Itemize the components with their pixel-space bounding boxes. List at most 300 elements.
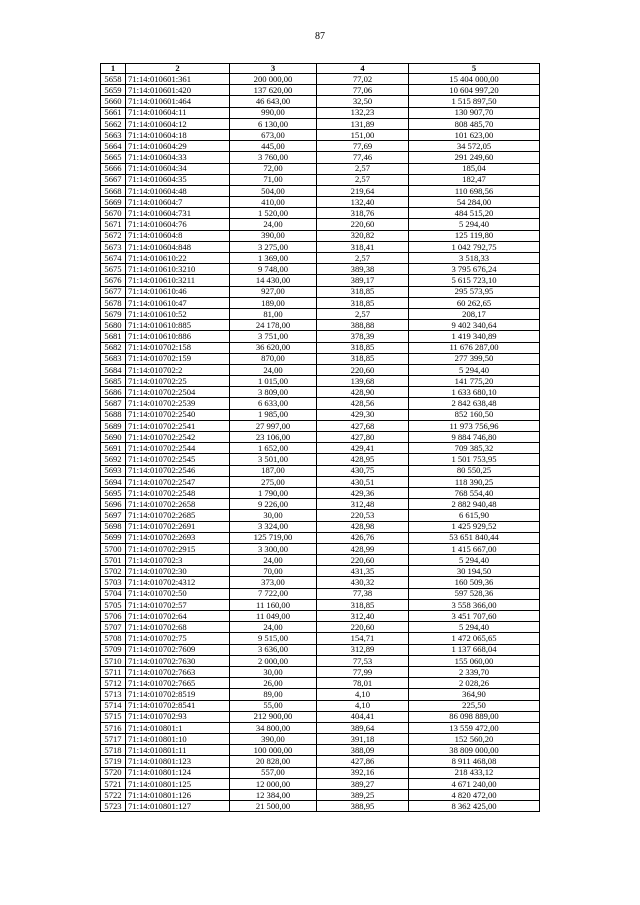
- cadastral-number: 71:14:010702:3: [126, 555, 230, 566]
- cadastral-number: 71:14:010702:159: [126, 353, 230, 364]
- rate-value: 430,51: [317, 476, 409, 487]
- area-value: 89,00: [230, 689, 317, 700]
- rate-value: 320,82: [317, 230, 409, 241]
- table-row: [101, 443, 540, 454]
- area-value: 20 828,00: [230, 756, 317, 767]
- total-value: 1 515 897,50: [409, 96, 540, 107]
- area-value: 24,00: [230, 364, 317, 375]
- rate-value: 431,35: [317, 566, 409, 577]
- area-value: 1 520,00: [230, 208, 317, 219]
- rate-value: 4,10: [317, 700, 409, 711]
- cadastral-number: 71:14:010601:420: [126, 85, 230, 96]
- table-body: [101, 74, 540, 812]
- rate-value: 389,64: [317, 722, 409, 733]
- row-number: 5723: [101, 801, 126, 812]
- row-number: 5707: [101, 622, 126, 633]
- total-value: 852 160,50: [409, 409, 540, 420]
- table-row: [101, 275, 540, 286]
- row-number: 5678: [101, 297, 126, 308]
- table-row: [101, 297, 540, 308]
- row-number: 5681: [101, 331, 126, 342]
- cadastral-number: 71:14:010702:2544: [126, 443, 230, 454]
- row-number: 5676: [101, 275, 126, 286]
- cadastral-number: 71:14:010702:75: [126, 633, 230, 644]
- row-number: 5719: [101, 756, 126, 767]
- table-row: [101, 364, 540, 375]
- cadastral-number: 71:14:010702:2504: [126, 387, 230, 398]
- column-header: 4: [317, 64, 409, 74]
- cadastral-number: 71:14:010610:22: [126, 253, 230, 264]
- area-value: 6 130,00: [230, 118, 317, 129]
- rate-value: 4,10: [317, 689, 409, 700]
- cadastral-number: 71:14:010604:48: [126, 185, 230, 196]
- row-number: 5700: [101, 543, 126, 554]
- area-value: 200 000,00: [230, 74, 317, 85]
- total-value: 6 615,90: [409, 510, 540, 521]
- area-value: 70,00: [230, 566, 317, 577]
- table-row: [101, 420, 540, 431]
- rate-value: 427,68: [317, 420, 409, 431]
- row-number: 5691: [101, 443, 126, 454]
- row-number: 5688: [101, 409, 126, 420]
- total-value: 1 415 667,00: [409, 543, 540, 554]
- total-value: 185,04: [409, 163, 540, 174]
- total-value: 182,47: [409, 174, 540, 185]
- column-header: 3: [230, 64, 317, 74]
- area-value: 72,00: [230, 163, 317, 174]
- cadastral-number: 71:14:010801:123: [126, 756, 230, 767]
- table-row: [101, 398, 540, 409]
- row-number: 5695: [101, 487, 126, 498]
- cadastral-number: 71:14:010610:52: [126, 308, 230, 319]
- rate-value: 312,48: [317, 499, 409, 510]
- table-row: [101, 622, 540, 633]
- cadastral-number: 71:14:010610:46: [126, 286, 230, 297]
- table-row: [101, 454, 540, 465]
- area-value: 6 633,00: [230, 398, 317, 409]
- rate-value: 430,32: [317, 577, 409, 588]
- area-value: 24,00: [230, 622, 317, 633]
- row-number: 5659: [101, 85, 126, 96]
- total-value: 768 554,40: [409, 487, 540, 498]
- row-number: 5682: [101, 342, 126, 353]
- cadastral-number: 71:14:010601:464: [126, 96, 230, 107]
- total-value: 130 907,70: [409, 107, 540, 118]
- total-value: 101 623,00: [409, 129, 540, 140]
- row-number: 5696: [101, 499, 126, 510]
- data-table: [100, 63, 540, 812]
- area-value: 189,00: [230, 297, 317, 308]
- area-value: 30,00: [230, 666, 317, 677]
- cadastral-number: 71:14:010702:8519: [126, 689, 230, 700]
- area-value: 46 643,00: [230, 96, 317, 107]
- rate-value: 220,60: [317, 622, 409, 633]
- total-value: 155 060,00: [409, 655, 540, 666]
- row-number: 5671: [101, 219, 126, 230]
- cadastral-number: 71:14:010702:7630: [126, 655, 230, 666]
- area-value: 55,00: [230, 700, 317, 711]
- rate-value: 2,57: [317, 253, 409, 264]
- total-value: 3 558 366,00: [409, 599, 540, 610]
- cadastral-number: 71:14:010604:35: [126, 174, 230, 185]
- row-number: 5690: [101, 432, 126, 443]
- table-row: [101, 611, 540, 622]
- cadastral-number: 71:14:010702:2546: [126, 465, 230, 476]
- row-number: 5706: [101, 611, 126, 622]
- row-number: 5686: [101, 387, 126, 398]
- cadastral-number: 71:14:010604:18: [126, 129, 230, 140]
- area-value: 21 500,00: [230, 801, 317, 812]
- row-number: 5711: [101, 666, 126, 677]
- area-value: 410,00: [230, 197, 317, 208]
- rate-value: 132,40: [317, 197, 409, 208]
- row-number: 5715: [101, 711, 126, 722]
- row-number: 5721: [101, 778, 126, 789]
- area-value: 557,00: [230, 767, 317, 778]
- table-row: [101, 734, 540, 745]
- table-row: [101, 219, 540, 230]
- total-value: 80 550,25: [409, 465, 540, 476]
- total-value: 152 560,20: [409, 734, 540, 745]
- rate-value: 77,46: [317, 152, 409, 163]
- rate-value: 220,53: [317, 510, 409, 521]
- cadastral-number: 71:14:010604:76: [126, 219, 230, 230]
- rate-value: 391,18: [317, 734, 409, 745]
- total-value: 9 884 746,80: [409, 432, 540, 443]
- total-value: 34 572,05: [409, 141, 540, 152]
- cadastral-number: 71:14:010601:361: [126, 74, 230, 85]
- cadastral-number: 71:14:010610:47: [126, 297, 230, 308]
- cadastral-number: 71:14:010702:2685: [126, 510, 230, 521]
- rate-value: 220,60: [317, 219, 409, 230]
- row-number: 5668: [101, 185, 126, 196]
- rate-value: 429,36: [317, 487, 409, 498]
- row-number: 5710: [101, 655, 126, 666]
- row-number: 5694: [101, 476, 126, 487]
- cadastral-number: 71:14:010702:2548: [126, 487, 230, 498]
- area-value: 9 226,00: [230, 499, 317, 510]
- row-number: 5693: [101, 465, 126, 476]
- total-value: 484 515,20: [409, 208, 540, 219]
- row-number: 5672: [101, 230, 126, 241]
- rate-value: 427,80: [317, 432, 409, 443]
- column-header: 1: [101, 64, 126, 74]
- rate-value: 427,86: [317, 756, 409, 767]
- area-value: 1 985,00: [230, 409, 317, 420]
- table-row: [101, 521, 540, 532]
- total-value: 1 137 668,04: [409, 644, 540, 655]
- area-value: 3 760,00: [230, 152, 317, 163]
- row-number: 5699: [101, 532, 126, 543]
- rate-value: 77,38: [317, 588, 409, 599]
- rate-value: 131,89: [317, 118, 409, 129]
- row-number: 5684: [101, 364, 126, 375]
- total-value: 1 472 065,65: [409, 633, 540, 644]
- table-row: [101, 499, 540, 510]
- total-value: 11 973 756,96: [409, 420, 540, 431]
- total-value: 2 028,26: [409, 678, 540, 689]
- row-number: 5701: [101, 555, 126, 566]
- area-value: 11 049,00: [230, 611, 317, 622]
- row-number: 5674: [101, 253, 126, 264]
- total-value: 295 573,95: [409, 286, 540, 297]
- area-value: 24,00: [230, 219, 317, 230]
- total-value: 218 433,12: [409, 767, 540, 778]
- table-row: [101, 778, 540, 789]
- area-value: 34 800,00: [230, 722, 317, 733]
- rate-value: 429,30: [317, 409, 409, 420]
- total-value: 11 676 287,00: [409, 342, 540, 353]
- area-value: 3 501,00: [230, 454, 317, 465]
- cadastral-number: 71:14:010604:8: [126, 230, 230, 241]
- table-row: [101, 409, 540, 420]
- rate-value: 389,17: [317, 275, 409, 286]
- rate-value: 151,00: [317, 129, 409, 140]
- cadastral-number: 71:14:010801:10: [126, 734, 230, 745]
- rate-value: 428,90: [317, 387, 409, 398]
- area-value: 870,00: [230, 353, 317, 364]
- total-value: 5 294,40: [409, 219, 540, 230]
- row-number: 5720: [101, 767, 126, 778]
- table-row: [101, 555, 540, 566]
- row-number: 5665: [101, 152, 126, 163]
- area-value: 14 430,00: [230, 275, 317, 286]
- table-row: [101, 633, 540, 644]
- row-number: 5680: [101, 320, 126, 331]
- cadastral-number: 71:14:010610:885: [126, 320, 230, 331]
- table-row: [101, 767, 540, 778]
- table-row: [101, 141, 540, 152]
- cadastral-number: 71:14:010702:158: [126, 342, 230, 353]
- table-row: [101, 588, 540, 599]
- cadastral-number: 71:14:010702:2691: [126, 521, 230, 532]
- table-row: [101, 152, 540, 163]
- rate-value: 132,23: [317, 107, 409, 118]
- rate-value: 428,98: [317, 521, 409, 532]
- area-value: 3 324,00: [230, 521, 317, 532]
- total-value: 1 501 753,95: [409, 454, 540, 465]
- row-number: 5658: [101, 74, 126, 85]
- rate-value: 378,39: [317, 331, 409, 342]
- cadastral-number: 71:14:010702:2540: [126, 409, 230, 420]
- total-value: 709 385,32: [409, 443, 540, 454]
- cadastral-number: 71:14:010801:11: [126, 745, 230, 756]
- area-value: 3 300,00: [230, 543, 317, 554]
- area-value: 9 748,00: [230, 264, 317, 275]
- row-number: 5702: [101, 566, 126, 577]
- cadastral-number: 71:14:010604:848: [126, 241, 230, 252]
- table-row: [101, 308, 540, 319]
- total-value: 5 294,40: [409, 622, 540, 633]
- table-row: [101, 197, 540, 208]
- rate-value: 318,85: [317, 599, 409, 610]
- row-number: 5679: [101, 308, 126, 319]
- table-row: [101, 711, 540, 722]
- total-value: 1 042 792,75: [409, 241, 540, 252]
- rate-value: 318,76: [317, 208, 409, 219]
- table-row: [101, 801, 540, 812]
- row-number: 5664: [101, 141, 126, 152]
- total-value: 1 419 340,89: [409, 331, 540, 342]
- row-number: 5698: [101, 521, 126, 532]
- row-number: 5717: [101, 734, 126, 745]
- area-value: 390,00: [230, 230, 317, 241]
- row-number: 5712: [101, 678, 126, 689]
- area-value: 9 515,00: [230, 633, 317, 644]
- table-row: [101, 331, 540, 342]
- area-value: 3 751,00: [230, 331, 317, 342]
- column-header: 5: [409, 64, 540, 74]
- rate-value: 318,85: [317, 286, 409, 297]
- rate-value: 428,99: [317, 543, 409, 554]
- total-value: 141 775,20: [409, 376, 540, 387]
- row-number: 5677: [101, 286, 126, 297]
- total-value: 8 911 468,08: [409, 756, 540, 767]
- cadastral-number: 71:14:010702:2: [126, 364, 230, 375]
- area-value: 275,00: [230, 476, 317, 487]
- total-value: 53 651 840,44: [409, 532, 540, 543]
- rate-value: 32,50: [317, 96, 409, 107]
- total-value: 10 604 997,20: [409, 85, 540, 96]
- cadastral-number: 71:14:010702:2542: [126, 432, 230, 443]
- area-value: 212 900,00: [230, 711, 317, 722]
- table-row: [101, 476, 540, 487]
- rate-value: 220,60: [317, 555, 409, 566]
- cadastral-number: 71:14:010604:12: [126, 118, 230, 129]
- total-value: 38 809 000,00: [409, 745, 540, 756]
- row-number: 5692: [101, 454, 126, 465]
- total-value: 808 485,70: [409, 118, 540, 129]
- table-row: [101, 666, 540, 677]
- table-row: [101, 689, 540, 700]
- area-value: 1 369,00: [230, 253, 317, 264]
- area-value: 7 722,00: [230, 588, 317, 599]
- area-value: 504,00: [230, 185, 317, 196]
- table-row: [101, 599, 540, 610]
- area-value: 23 106,00: [230, 432, 317, 443]
- column-header: 2: [126, 64, 230, 74]
- total-value: 125 119,80: [409, 230, 540, 241]
- cadastral-number: 71:14:010702:2693: [126, 532, 230, 543]
- rate-value: 78,01: [317, 678, 409, 689]
- row-number: 5705: [101, 599, 126, 610]
- total-value: 208,17: [409, 308, 540, 319]
- cadastral-number: 71:14:010702:2547: [126, 476, 230, 487]
- cadastral-number: 71:14:010604:33: [126, 152, 230, 163]
- row-number: 5722: [101, 790, 126, 801]
- area-value: 3 275,00: [230, 241, 317, 252]
- total-value: 60 262,65: [409, 297, 540, 308]
- rate-value: 2,57: [317, 308, 409, 319]
- cadastral-number: 71:14:010604:34: [126, 163, 230, 174]
- cadastral-number: 71:14:010702:2539: [126, 398, 230, 409]
- area-value: 1 652,00: [230, 443, 317, 454]
- rate-value: 219,64: [317, 185, 409, 196]
- total-value: 2 882 940,48: [409, 499, 540, 510]
- table-row: [101, 264, 540, 275]
- table-row: [101, 566, 540, 577]
- table-row: [101, 253, 540, 264]
- area-value: 3 636,00: [230, 644, 317, 655]
- table-row: [101, 644, 540, 655]
- table-row: [101, 510, 540, 521]
- row-number: 5703: [101, 577, 126, 588]
- rate-value: 2,57: [317, 163, 409, 174]
- table-row: [101, 700, 540, 711]
- rate-value: 388,95: [317, 801, 409, 812]
- cadastral-number: 71:14:010610:886: [126, 331, 230, 342]
- row-number: 5687: [101, 398, 126, 409]
- table-row: [101, 465, 540, 476]
- total-value: 3 795 676,24: [409, 264, 540, 275]
- area-value: 3 809,00: [230, 387, 317, 398]
- area-value: 12 000,00: [230, 778, 317, 789]
- cadastral-number: 71:14:010702:25: [126, 376, 230, 387]
- table-row: [101, 353, 540, 364]
- cadastral-number: 71:14:010702:2658: [126, 499, 230, 510]
- table-row: [101, 74, 540, 85]
- table-row: [101, 85, 540, 96]
- table-row: [101, 432, 540, 443]
- table-row: [101, 678, 540, 689]
- area-value: 187,00: [230, 465, 317, 476]
- cadastral-number: 71:14:010604:731: [126, 208, 230, 219]
- total-value: 9 402 340,64: [409, 320, 540, 331]
- cadastral-number: 71:14:010702:57: [126, 599, 230, 610]
- table-row: [101, 790, 540, 801]
- table-row: [101, 208, 540, 219]
- table-row: [101, 118, 540, 129]
- table-row: [101, 129, 540, 140]
- table-row: [101, 487, 540, 498]
- area-value: 11 160,00: [230, 599, 317, 610]
- total-value: 2 842 638,48: [409, 398, 540, 409]
- table-row: [101, 376, 540, 387]
- rate-value: 154,71: [317, 633, 409, 644]
- cadastral-number: 71:14:010801:124: [126, 767, 230, 778]
- area-value: 100 000,00: [230, 745, 317, 756]
- rate-value: 392,16: [317, 767, 409, 778]
- cadastral-number: 71:14:010702:7609: [126, 644, 230, 655]
- area-value: 27 997,00: [230, 420, 317, 431]
- cadastral-number: 71:14:010702:64: [126, 611, 230, 622]
- total-value: 15 404 000,00: [409, 74, 540, 85]
- row-number: 5669: [101, 197, 126, 208]
- area-value: 1 790,00: [230, 487, 317, 498]
- total-value: 597 528,36: [409, 588, 540, 599]
- total-value: 277 399,50: [409, 353, 540, 364]
- row-number: 5697: [101, 510, 126, 521]
- cadastral-number: 71:14:010801:125: [126, 778, 230, 789]
- total-value: 160 509,36: [409, 577, 540, 588]
- cadastral-number: 71:14:010801:127: [126, 801, 230, 812]
- cadastral-number: 71:14:010604:11: [126, 107, 230, 118]
- total-value: 1 425 929,52: [409, 521, 540, 532]
- rate-value: 318,41: [317, 241, 409, 252]
- row-number: 5662: [101, 118, 126, 129]
- table-row: [101, 230, 540, 241]
- area-value: 445,00: [230, 141, 317, 152]
- total-value: 5 294,40: [409, 555, 540, 566]
- row-number: 5713: [101, 689, 126, 700]
- rate-value: 388,09: [317, 745, 409, 756]
- rate-value: 429,41: [317, 443, 409, 454]
- row-number: 5661: [101, 107, 126, 118]
- area-value: 24,00: [230, 555, 317, 566]
- cadastral-number: 71:14:010702:93: [126, 711, 230, 722]
- row-number: 5708: [101, 633, 126, 644]
- total-value: 13 559 472,00: [409, 722, 540, 733]
